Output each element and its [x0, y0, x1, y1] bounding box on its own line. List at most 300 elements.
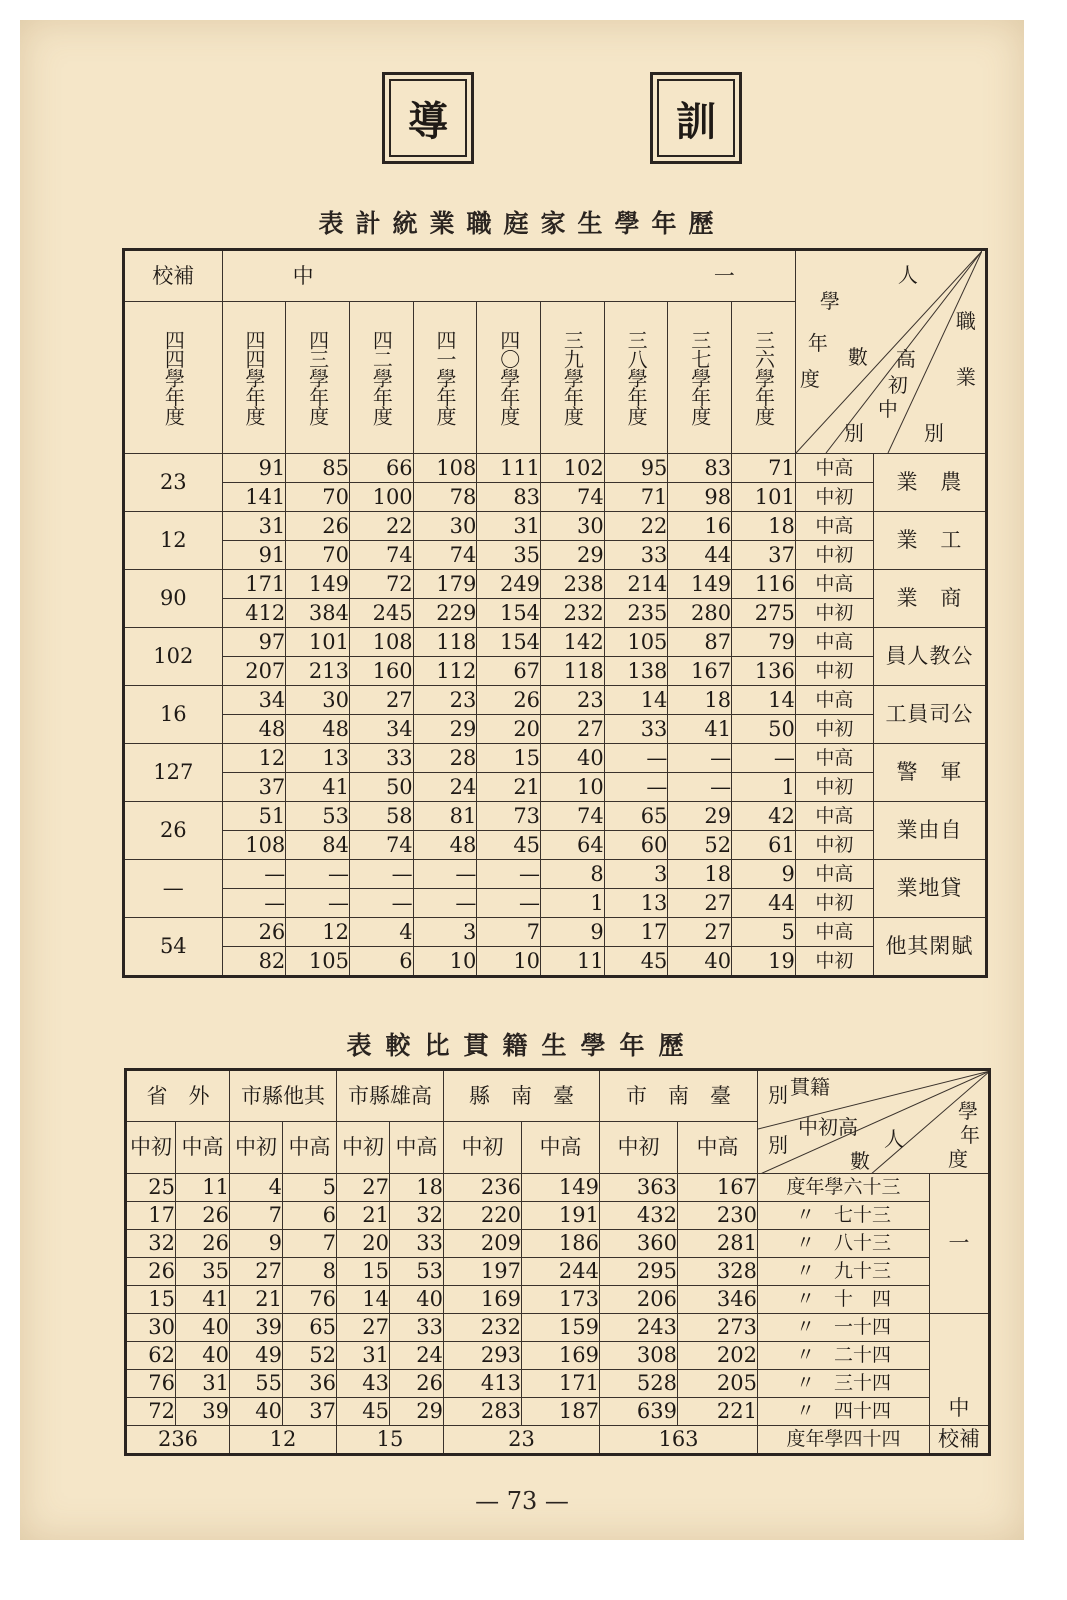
- value-cell: 102: [541, 454, 605, 483]
- value-cell: 31: [337, 1342, 390, 1370]
- level-label: 中高: [795, 512, 873, 541]
- value-cell: 61: [732, 831, 796, 860]
- value-cell: 9: [541, 918, 605, 947]
- value-cell: 36: [283, 1370, 337, 1398]
- value-cell: 26: [176, 1202, 230, 1230]
- value-cell: 76: [126, 1370, 176, 1398]
- value-cell: —: [286, 860, 350, 889]
- value-cell: 33: [390, 1230, 444, 1258]
- value-cell: 65: [283, 1314, 337, 1342]
- occupation-row: [124, 541, 987, 570]
- value-cell: 15: [337, 1258, 390, 1286]
- value-cell: 43: [337, 1370, 390, 1398]
- value-cell: 85: [286, 454, 350, 483]
- value-cell: 528: [600, 1370, 678, 1398]
- occupation-row: [124, 570, 987, 599]
- value-cell: 24: [390, 1342, 444, 1370]
- table1-title: 表計統業職庭家生學年歷: [318, 209, 726, 238]
- value-cell: 26: [126, 1258, 176, 1286]
- value-cell: 154: [477, 599, 541, 628]
- value-cell: 58: [349, 802, 413, 831]
- value-cell: 12: [222, 744, 286, 773]
- value-cell: 33: [349, 744, 413, 773]
- value-cell: 74: [413, 541, 477, 570]
- value-cell: 32: [126, 1230, 176, 1258]
- value-cell: —: [286, 889, 350, 918]
- value-cell: 60: [604, 831, 668, 860]
- value-cell: 35: [477, 541, 541, 570]
- value-cell: 21: [477, 773, 541, 802]
- value-cell: 27: [541, 715, 605, 744]
- value-cell: 26: [176, 1230, 230, 1258]
- supplementary-header: 校補: [124, 250, 223, 302]
- value-cell: 40: [668, 947, 732, 977]
- value-cell: 44: [732, 889, 796, 918]
- value-cell: 41: [176, 1286, 230, 1314]
- value-cell: 363: [600, 1174, 678, 1202]
- year-label: 〃 十 四: [758, 1286, 930, 1314]
- region-header-other-counties: 市縣他其: [230, 1070, 337, 1122]
- value-cell: 62: [126, 1342, 176, 1370]
- occupation-row: [124, 657, 987, 686]
- year-label: 〃 七十三: [758, 1202, 930, 1230]
- value-cell: 220: [444, 1202, 522, 1230]
- value-cell: 167: [668, 657, 732, 686]
- level-subheader: 中高: [176, 1122, 230, 1174]
- value-cell: —: [349, 860, 413, 889]
- value-cell: 280: [668, 599, 732, 628]
- value-cell: 39: [176, 1398, 230, 1426]
- value-cell: 15: [477, 744, 541, 773]
- value-cell: 283: [444, 1398, 522, 1426]
- side-label-yi: 一: [930, 1174, 990, 1314]
- value-cell: 70: [286, 483, 350, 512]
- value-cell: 186: [522, 1230, 600, 1258]
- occupation-row: [124, 628, 987, 657]
- value-cell: 45: [477, 831, 541, 860]
- occupation-row: [124, 947, 987, 977]
- value-cell: —: [413, 889, 477, 918]
- occupation-row: [124, 599, 987, 628]
- supp-value: 26: [124, 802, 223, 860]
- value-cell: 29: [668, 802, 732, 831]
- value-cell: 52: [283, 1342, 337, 1370]
- level-subheader: 中高: [522, 1122, 600, 1174]
- value-cell: 33: [604, 715, 668, 744]
- occupation-row: [124, 773, 987, 802]
- value-cell: 20: [477, 715, 541, 744]
- value-cell: 65: [604, 802, 668, 831]
- value-cell: 3: [604, 860, 668, 889]
- value-cell: 20: [337, 1230, 390, 1258]
- group-char-yi: 一: [713, 263, 735, 288]
- value-cell: 10: [477, 947, 541, 977]
- value-cell: 34: [222, 686, 286, 715]
- value-cell: 84: [286, 831, 350, 860]
- value-cell: 9: [732, 860, 796, 889]
- value-cell: 13: [286, 744, 350, 773]
- value-cell: 149: [286, 570, 350, 599]
- level-label: 中初: [795, 483, 873, 512]
- value-cell: —: [477, 860, 541, 889]
- supp-label: 校補: [930, 1426, 990, 1455]
- level-label: 中高: [795, 860, 873, 889]
- value-cell: 52: [668, 831, 732, 860]
- value-cell: 116: [732, 570, 796, 599]
- occupation-row: [124, 454, 987, 483]
- value-cell: 40: [176, 1314, 230, 1342]
- value-cell: 14: [337, 1286, 390, 1314]
- occupation-label: 業 工: [873, 512, 986, 570]
- value-cell: 118: [413, 628, 477, 657]
- value-cell: 11: [541, 947, 605, 977]
- level-label: 中初: [795, 773, 873, 802]
- origin-table: [124, 1068, 991, 1456]
- year-label: 〃 一十四: [758, 1314, 930, 1342]
- value-cell: 243: [600, 1314, 678, 1342]
- value-cell: 293: [444, 1342, 522, 1370]
- level-label: 中高: [795, 628, 873, 657]
- value-cell: 91: [222, 541, 286, 570]
- value-cell: 205: [678, 1370, 758, 1398]
- value-cell: 214: [604, 570, 668, 599]
- value-cell: 100: [349, 483, 413, 512]
- page-number: — 73 —: [475, 1487, 569, 1515]
- value-cell: 8: [283, 1258, 337, 1286]
- value-cell: 55: [230, 1370, 283, 1398]
- value-cell: 1: [732, 773, 796, 802]
- supp-year-header: 四四學年度: [124, 302, 223, 454]
- table2-corner-header: 別 貫籍 別 中初高 人 數 學 年 度: [758, 1070, 990, 1174]
- value-cell: 149: [668, 570, 732, 599]
- value-cell: 72: [349, 570, 413, 599]
- value-cell: 138: [604, 657, 668, 686]
- occupation-row: [124, 686, 987, 715]
- value-cell: 40: [230, 1398, 283, 1426]
- value-cell: 29: [541, 541, 605, 570]
- value-cell: 42: [732, 802, 796, 831]
- value-cell: 19: [732, 947, 796, 977]
- region-header-outer-province: 省 外: [126, 1070, 230, 1122]
- value-cell: —: [668, 773, 732, 802]
- value-cell: 179: [413, 570, 477, 599]
- occupation-label: 工員司公: [873, 686, 986, 744]
- value-cell: 24: [413, 773, 477, 802]
- value-cell: 27: [230, 1258, 283, 1286]
- year-header-39: 三九學年度: [541, 302, 605, 454]
- value-cell: 142: [541, 628, 605, 657]
- year-header-41: 四一學年度: [413, 302, 477, 454]
- value-cell: 213: [286, 657, 350, 686]
- value-cell: 4: [230, 1174, 283, 1202]
- supp-value: 54: [124, 918, 223, 977]
- value-cell: 71: [732, 454, 796, 483]
- value-cell: 71: [604, 483, 668, 512]
- value-cell: —: [477, 889, 541, 918]
- value-cell: —: [349, 889, 413, 918]
- value-cell: 5: [283, 1174, 337, 1202]
- origin-row: [126, 1174, 990, 1202]
- value-cell: 171: [222, 570, 286, 599]
- value-cell: 14: [604, 686, 668, 715]
- value-cell: 232: [541, 599, 605, 628]
- level-label: 中高: [795, 686, 873, 715]
- supplementary-row: [126, 1426, 990, 1455]
- value-cell: 78: [413, 483, 477, 512]
- value-cell: 275: [732, 599, 796, 628]
- value-cell: 209: [444, 1230, 522, 1258]
- value-cell: 14: [732, 686, 796, 715]
- value-cell: 41: [286, 773, 350, 802]
- supp-total-cell: 15: [337, 1426, 444, 1455]
- value-cell: —: [604, 744, 668, 773]
- value-cell: 112: [413, 657, 477, 686]
- value-cell: 432: [600, 1202, 678, 1230]
- occupation-label: 業 商: [873, 570, 986, 628]
- table1-corner-header: 人 職 業 別 學 年 度 數 高 初 中 別: [795, 250, 986, 454]
- value-cell: 37: [732, 541, 796, 570]
- value-cell: 13: [604, 889, 668, 918]
- header-char-left: 導: [382, 72, 474, 164]
- origin-row: [126, 1314, 990, 1342]
- value-cell: 37: [222, 773, 286, 802]
- value-cell: 149: [522, 1174, 600, 1202]
- value-cell: 98: [668, 483, 732, 512]
- document-page: [20, 20, 1024, 1540]
- value-cell: 281: [678, 1230, 758, 1258]
- level-label: 中初: [795, 657, 873, 686]
- value-cell: 53: [286, 802, 350, 831]
- value-cell: 105: [286, 947, 350, 977]
- value-cell: 16: [668, 512, 732, 541]
- region-header-tainan-county: 縣 南 臺: [444, 1070, 600, 1122]
- value-cell: 141: [222, 483, 286, 512]
- value-cell: 169: [522, 1342, 600, 1370]
- value-cell: 25: [126, 1174, 176, 1202]
- origin-row: [126, 1202, 990, 1230]
- value-cell: —: [732, 744, 796, 773]
- value-cell: 73: [477, 802, 541, 831]
- value-cell: 173: [522, 1286, 600, 1314]
- origin-row: [126, 1258, 990, 1286]
- value-cell: 31: [222, 512, 286, 541]
- value-cell: 30: [541, 512, 605, 541]
- value-cell: 29: [390, 1398, 444, 1426]
- value-cell: 244: [522, 1258, 600, 1286]
- value-cell: 97: [222, 628, 286, 657]
- value-cell: 18: [668, 860, 732, 889]
- level-label: 中高: [795, 454, 873, 483]
- value-cell: 41: [668, 715, 732, 744]
- value-cell: 34: [349, 715, 413, 744]
- value-cell: 167: [678, 1174, 758, 1202]
- year-header-38: 三八學年度: [604, 302, 668, 454]
- value-cell: 29: [413, 715, 477, 744]
- value-cell: 17: [604, 918, 668, 947]
- level-label: 中初: [795, 599, 873, 628]
- level-subheader: 中高: [390, 1122, 444, 1174]
- side-label-zhong: 中: [930, 1314, 990, 1426]
- value-cell: 1: [541, 889, 605, 918]
- level-subheader: 中初: [337, 1122, 390, 1174]
- value-cell: 48: [286, 715, 350, 744]
- value-cell: 18: [732, 512, 796, 541]
- value-cell: 384: [286, 599, 350, 628]
- value-cell: —: [668, 744, 732, 773]
- value-cell: 15: [126, 1286, 176, 1314]
- value-cell: 72: [126, 1398, 176, 1426]
- year-header-40: 四〇學年度: [477, 302, 541, 454]
- value-cell: 40: [541, 744, 605, 773]
- value-cell: 8: [541, 860, 605, 889]
- value-cell: 83: [477, 483, 541, 512]
- value-cell: 21: [230, 1286, 283, 1314]
- occupation-row: [124, 802, 987, 831]
- value-cell: 221: [678, 1398, 758, 1426]
- value-cell: 235: [604, 599, 668, 628]
- value-cell: 5: [732, 918, 796, 947]
- value-cell: 31: [477, 512, 541, 541]
- value-cell: 27: [349, 686, 413, 715]
- value-cell: 87: [668, 628, 732, 657]
- value-cell: 229: [413, 599, 477, 628]
- level-subheader: 中初: [600, 1122, 678, 1174]
- occupation-row: [124, 889, 987, 918]
- value-cell: 9: [230, 1230, 283, 1258]
- value-cell: 48: [222, 715, 286, 744]
- year-label: 〃 二十四: [758, 1342, 930, 1370]
- value-cell: 44: [668, 541, 732, 570]
- year-label: 度年學六十三: [758, 1174, 930, 1202]
- group-char-zhong: 中: [292, 263, 314, 288]
- value-cell: 360: [600, 1230, 678, 1258]
- value-cell: —: [413, 860, 477, 889]
- occupation-row: [124, 715, 987, 744]
- value-cell: 273: [678, 1314, 758, 1342]
- value-cell: 118: [541, 657, 605, 686]
- value-cell: 30: [126, 1314, 176, 1342]
- origin-row: [126, 1370, 990, 1398]
- value-cell: 105: [604, 628, 668, 657]
- occupation-label: 業地貸: [873, 860, 986, 918]
- supp-total-cell: 163: [600, 1426, 758, 1455]
- origin-table-body: [126, 1174, 990, 1455]
- value-cell: 207: [222, 657, 286, 686]
- year-label: 〃 九十三: [758, 1258, 930, 1286]
- origin-row: [126, 1286, 990, 1314]
- value-cell: 17: [126, 1202, 176, 1230]
- value-cell: 33: [390, 1314, 444, 1342]
- table2-title: 表較比貫籍生學年歷: [346, 1031, 698, 1060]
- value-cell: 74: [349, 831, 413, 860]
- region-header-kaohsiung: 市縣雄高: [337, 1070, 444, 1122]
- supp-value: 16: [124, 686, 223, 744]
- value-cell: 412: [222, 599, 286, 628]
- value-cell: 70: [286, 541, 350, 570]
- value-cell: 108: [222, 831, 286, 860]
- year-header-44: 四四學年度: [222, 302, 286, 454]
- supp-total-cell: 12: [230, 1426, 337, 1455]
- origin-row: [126, 1230, 990, 1258]
- value-cell: 26: [286, 512, 350, 541]
- value-cell: 81: [413, 802, 477, 831]
- value-cell: 206: [600, 1286, 678, 1314]
- occupation-label: 警 軍: [873, 744, 986, 802]
- value-cell: 3: [413, 918, 477, 947]
- value-cell: —: [222, 860, 286, 889]
- level-subheader: 中初: [230, 1122, 283, 1174]
- value-cell: 50: [732, 715, 796, 744]
- level-subheader: 中初: [444, 1122, 522, 1174]
- value-cell: 28: [413, 744, 477, 773]
- value-cell: 21: [337, 1202, 390, 1230]
- supp-value: 23: [124, 454, 223, 512]
- value-cell: 40: [390, 1286, 444, 1314]
- value-cell: 10: [413, 947, 477, 977]
- level-label: 中初: [795, 947, 873, 977]
- value-cell: 53: [390, 1258, 444, 1286]
- supp-value: 127: [124, 744, 223, 802]
- value-cell: 26: [477, 686, 541, 715]
- value-cell: 308: [600, 1342, 678, 1370]
- level-label: 中初: [795, 889, 873, 918]
- supp-value: —: [124, 860, 223, 918]
- value-cell: 328: [678, 1258, 758, 1286]
- value-cell: 18: [390, 1174, 444, 1202]
- value-cell: 91: [222, 454, 286, 483]
- supp-value: 12: [124, 512, 223, 570]
- supp-year-label: 度年學四十四: [758, 1426, 930, 1455]
- value-cell: 74: [541, 483, 605, 512]
- value-cell: 50: [349, 773, 413, 802]
- level-label: 中初: [795, 541, 873, 570]
- value-cell: 101: [732, 483, 796, 512]
- value-cell: 45: [337, 1398, 390, 1426]
- occupation-label: 業由自: [873, 802, 986, 860]
- level-label: 中高: [795, 918, 873, 947]
- year-header-36: 三六學年度: [732, 302, 796, 454]
- level-label: 中高: [795, 744, 873, 773]
- value-cell: 83: [668, 454, 732, 483]
- occupation-row: [124, 918, 987, 947]
- value-cell: 171: [522, 1370, 600, 1398]
- supp-total-cell: 236: [126, 1426, 230, 1455]
- occupation-table-body: [124, 454, 987, 977]
- value-cell: 101: [286, 628, 350, 657]
- value-cell: 27: [668, 918, 732, 947]
- value-cell: —: [604, 773, 668, 802]
- value-cell: 230: [678, 1202, 758, 1230]
- value-cell: 295: [600, 1258, 678, 1286]
- value-cell: 76: [283, 1286, 337, 1314]
- value-cell: 26: [222, 918, 286, 947]
- value-cell: 27: [337, 1174, 390, 1202]
- value-cell: 249: [477, 570, 541, 599]
- value-cell: 4: [349, 918, 413, 947]
- value-cell: —: [222, 889, 286, 918]
- supp-value: 90: [124, 570, 223, 628]
- value-cell: 639: [600, 1398, 678, 1426]
- value-cell: 245: [349, 599, 413, 628]
- value-cell: 35: [176, 1258, 230, 1286]
- value-cell: 111: [477, 454, 541, 483]
- occupation-row: [124, 512, 987, 541]
- value-cell: 66: [349, 454, 413, 483]
- value-cell: 27: [668, 889, 732, 918]
- value-cell: 346: [678, 1286, 758, 1314]
- header-char-right: 訓: [650, 72, 742, 164]
- value-cell: 49: [230, 1342, 283, 1370]
